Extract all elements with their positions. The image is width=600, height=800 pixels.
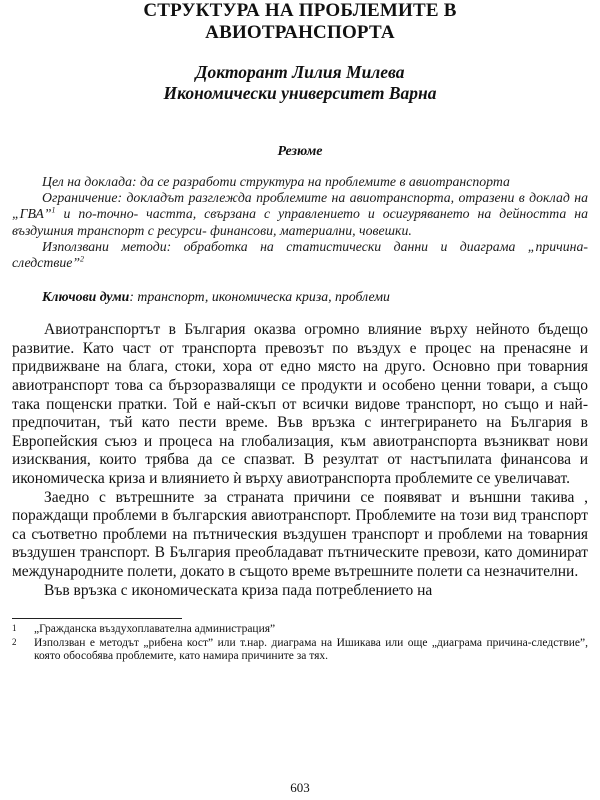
keywords-label: Ключови думи [42, 289, 130, 305]
footnote-divider [12, 618, 182, 619]
author-block [12, 62, 588, 104]
footnote-ref-2: 2 [80, 254, 85, 264]
abstract [12, 174, 588, 271]
body-paragraph-2: Заедно с вътрешните за страната причини се появяват и външни такива , пораждащи проблеми в българския авиотранспорт. Проблемите на този вид транспорт са съответно проблеми на пътническия въздушен транспорт и проблеми на товарния въздушен транспорт. В България преобладават пътническите превози, като доминират международните полети, докато в същото време вътрешните полети са незначителни. [12, 488, 588, 580]
title-line-1: СТРУКТУРА НА ПРОБЛЕМИТЕ В [143, 0, 457, 21]
keywords [12, 289, 588, 305]
author-affiliation: Икономически университет Варна [163, 83, 437, 103]
author-name: Докторант Лилия Милева [195, 62, 405, 82]
abstract-heading: Резюме [277, 144, 323, 159]
keywords-text: : транспорт, икономическа криза, проблеми [129, 289, 390, 305]
page-number: 603 [290, 780, 310, 795]
abstract-limitation: Ограничение: докладът разглежда проблемите на авиотранспорта, отразени в доклад на „ГВА”$^1$ и по-точно- частта, свързана с управлението и осигуряването на дейността на въздушния транспорт с ресурси- финансови, материални, човешки. [12, 190, 588, 238]
body-paragraph-3: Във връзка с икономическата криза пада потреблението на [44, 581, 433, 599]
abstract-goal: Цел на доклада: да се разработи структура на проблемите в авиотранспорта [42, 174, 510, 189]
title-line-2: АВИОТРАНСПОРТА [205, 22, 395, 43]
abstract-methods: Използвани методи: обработка на статистически данни и диаграма „причина-следствие”$^2$ [12, 238, 588, 271]
body-text [12, 321, 588, 600]
body-paragraph-1: Авиотранспортът в България оказва огромно влияние върху нейното бъдещо развитие. Като част от транспорта превозът по въздух е процес на пренасяне и придвижване на блага, стоки, хора от едно място на друго. Основно при товарния авиотранспорт това са бързоразвалящи се продукти и особено ценни товари, а също така пощенски пратки. Той е най-скъп от всички видове транспорт, но също и най-предпочитан, тъй като пести време. Във връзка с интегрирането на България в Европейския съюз и процеса на глобализация, към авиотранспорта възникват нови изисквания, които трябва да се спазват. В резултат от настъпилата финансова и икономическа криза и влиянието ѝ върху авиотранспорта проблемите се увеличават. [12, 321, 588, 487]
footnote-1: 1 „Гражданска въздухоплавателна администрация” [12, 623, 276, 636]
footnote-2: 2 Използван е методът „рибена кост” или т.нар. диаграма на Ишикава или още „диаграма причина-следствие”, която обособява проблемите, като намира причините за тях. [12, 636, 588, 662]
paper-title [12, 0, 588, 44]
footnotes [12, 623, 588, 663]
footnote-ref-1: 1 [51, 205, 56, 215]
